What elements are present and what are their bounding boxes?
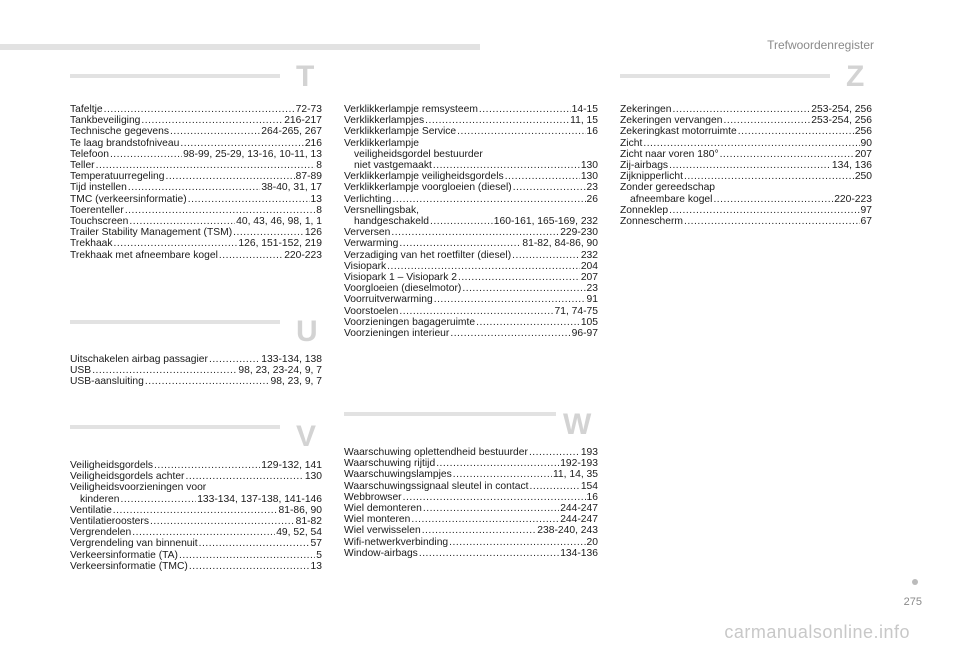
index-entry-pages: 105: [580, 316, 598, 328]
index-entry-term: Zijknipperlicht: [620, 171, 683, 183]
index-entry: [70, 115, 322, 126]
dot-leader: [462, 283, 585, 294]
index-entry-term: Versnellingsbak,: [344, 204, 419, 216]
index-entry-pages: 130: [580, 160, 598, 172]
watermark: carmanualsonline.info: [724, 622, 910, 642]
index-entry-term: Verwarming: [344, 238, 399, 250]
index-entry-term: Trekhaak met afneembare kogel: [70, 249, 218, 261]
index-entry-term: Zij-airbags: [620, 160, 669, 172]
index-entry: [70, 216, 322, 227]
dot-leader: [393, 194, 586, 205]
dot-leader: [476, 317, 580, 328]
index-entry-pages: 81-82: [295, 516, 322, 528]
index-entry: [70, 126, 322, 137]
index-entry-term: veiligheidsgordel bestuurder: [354, 148, 483, 160]
index-entry-term: Verklikkerlampje voorgloeien (diesel): [344, 182, 512, 194]
index-entry-term: Waarschuwing oplettendheid bestuurder: [344, 447, 528, 458]
index-entry-term: Touchscreen: [70, 216, 129, 228]
index-entry: [70, 471, 322, 482]
index-entry-term: USB: [70, 365, 92, 377]
index-entry: [620, 115, 872, 126]
index-entry: [70, 376, 322, 387]
dot-leader: [113, 505, 278, 516]
index-entry: [70, 505, 322, 516]
index-entry-pages: 250: [854, 171, 872, 183]
index-entry-pages: 244-247: [560, 514, 598, 526]
dot-leader: [188, 194, 310, 205]
index-entry-term: Trekhaak: [70, 238, 113, 250]
index-entry-pages: 8: [316, 160, 322, 172]
index-entry-term: Zicht naar voren 180°: [620, 148, 719, 160]
index-entry: [344, 216, 598, 227]
index-entry-term: Voorgloeien (dieselmotor): [344, 283, 462, 295]
index-entry-pages: 91: [586, 294, 598, 306]
dot-leader: [669, 160, 831, 171]
dot-leader: [643, 138, 859, 149]
index-entry-pages: 67: [860, 216, 872, 228]
index-entry-term: Verklikkerlampje veiligheidsgordels: [344, 171, 504, 183]
index-entry-term: Toerenteller: [70, 204, 124, 216]
dot-leader: [179, 550, 315, 561]
index-entry: [620, 126, 872, 137]
index-entry: [344, 272, 598, 283]
index-entry-term: Voorstoelen: [344, 305, 399, 317]
index-entry: [70, 527, 322, 538]
index-entry-term: Wiel demonteren: [344, 503, 422, 515]
section-v-list: [70, 460, 322, 572]
index-entry-term: Visiopark 1 – Visiopark 2: [344, 272, 457, 284]
index-entry-pages: 90: [860, 137, 872, 149]
index-entry-term: Zekeringkast motorruimte: [620, 126, 737, 138]
index-entry-term: Verklikkerlampje: [344, 137, 419, 149]
index-entry-pages: 207: [580, 272, 598, 284]
dot-leader: [110, 149, 182, 160]
index-entry: [344, 115, 598, 126]
section-u-rule: [70, 320, 280, 324]
index-entry-term: handgeschakeld: [354, 216, 429, 228]
dot-leader: [684, 216, 860, 227]
index-entry-term: Verklikkerlampjes: [344, 115, 425, 127]
index-entry-pages: 232: [580, 249, 598, 261]
dot-leader: [104, 104, 295, 115]
index-entry: [344, 548, 598, 559]
section-t-rule: [70, 74, 280, 78]
index-entry: [344, 503, 598, 514]
index-entry: [344, 238, 598, 249]
index-entry-pages: 57: [310, 538, 322, 550]
dot-leader: [387, 261, 580, 272]
index-entry: [70, 171, 322, 182]
index-entry: [344, 182, 598, 193]
index-entry-pages: 216-217: [284, 115, 322, 127]
index-entry-term: Verklikkerlampje remsysteem: [344, 104, 478, 115]
index-entry: [344, 227, 598, 238]
index-entry: [620, 205, 872, 216]
dot-leader: [723, 115, 810, 126]
dot-leader: [128, 182, 260, 193]
dot-leader: [403, 492, 586, 503]
index-entry-pages: 11, 15: [570, 115, 598, 127]
index-entry-term: Tankbeveiliging: [70, 115, 141, 127]
dot-leader: [720, 149, 854, 160]
dot-leader: [450, 328, 570, 339]
index-entry: [344, 481, 598, 492]
index-entry-term: Waarschuwingslampjes: [344, 469, 452, 481]
index-entry-term: Telefoon: [70, 148, 109, 160]
index-entry: [344, 138, 598, 149]
section-letter-z: Z: [846, 60, 865, 93]
index-entry-term: Webbrowser: [344, 491, 402, 503]
index-entry-term: kinderen: [80, 493, 120, 505]
index-entry-term: Zicht: [620, 137, 643, 149]
index-entry: [344, 194, 598, 205]
index-entry: [620, 138, 872, 149]
section-u-list: [70, 354, 322, 388]
index-entry-term: Zonneklep: [620, 204, 669, 216]
index-entry: [70, 482, 322, 493]
index-entry: [70, 561, 322, 572]
index-entry-pages: 130: [304, 471, 322, 483]
index-entry-pages: 126: [304, 227, 322, 239]
index-entry: [70, 194, 322, 205]
dot-leader: [233, 227, 304, 238]
dot-leader: [529, 481, 579, 492]
index-entry: [620, 216, 872, 227]
index-entry-pages: 154: [580, 480, 598, 492]
index-entry-term: Wiel monteren: [344, 514, 411, 526]
index-entry-term: Voorruitverwarming: [344, 294, 433, 306]
index-entry-pages: 23: [586, 182, 598, 194]
index-entry: [344, 126, 598, 137]
index-entry: [70, 365, 322, 376]
index-entry-pages: 71, 74-75: [554, 305, 598, 317]
dot-leader: [391, 227, 559, 238]
dot-leader: [684, 171, 854, 182]
index-entry-term: Vergrendeling van binnenuit: [70, 538, 198, 550]
index-entry: [620, 104, 872, 115]
dot-leader: [422, 525, 537, 536]
dot-leader: [512, 250, 580, 261]
index-entry-pages: 49, 52, 54: [276, 527, 322, 539]
dot-leader: [449, 537, 585, 548]
index-entry-pages: 192-193: [560, 458, 598, 470]
index-entry: [344, 447, 598, 458]
index-entry-pages: 129-132, 141: [261, 460, 322, 471]
index-entry-term: Te laag brandstofniveau: [70, 137, 180, 149]
index-entry: [70, 205, 322, 216]
dot-leader: [125, 205, 315, 216]
dot-leader: [96, 160, 316, 171]
index-entry: [344, 261, 598, 272]
index-entry-pages: 133-134, 137-138, 141-146: [197, 493, 322, 505]
index-entry-term: Zonnescherm: [620, 216, 683, 228]
index-entry-pages: 134-136: [560, 547, 598, 559]
index-entry-term: TMC (verkeersinformatie): [70, 193, 187, 205]
index-entry-pages: 256: [854, 126, 872, 138]
index-entry: [344, 205, 598, 216]
dot-leader: [505, 171, 580, 182]
dot-leader: [479, 104, 571, 115]
section-t-list: [70, 104, 322, 261]
dot-leader: [458, 272, 580, 283]
index-entry: [344, 160, 598, 171]
index-entry-term: Vergrendelen: [70, 527, 132, 539]
index-entry-pages: 126, 151-152, 219: [238, 238, 322, 250]
index-entry: [344, 328, 598, 339]
index-entry: [70, 138, 322, 149]
index-entry: [344, 492, 598, 503]
index-entry-pages: 253-254, 256: [811, 104, 872, 115]
index-entry-pages: 207: [854, 148, 872, 160]
dot-leader: [713, 194, 833, 205]
index-entry: [70, 238, 322, 249]
section-v-continued-list: [344, 104, 598, 339]
index-entry-pages: 98, 23, 9, 7: [270, 376, 322, 388]
index-entry-term: Temperatuurregeling: [70, 171, 165, 183]
index-entry-term: Verklikkerlampje Service: [344, 126, 457, 138]
index-entry: [70, 354, 322, 365]
dot-leader: [114, 238, 238, 249]
index-entry-pages: 216: [304, 137, 322, 149]
index-entry-term: Verzadiging van het roetfilter (diesel): [344, 249, 512, 261]
index-entry-pages: 264-265, 267: [261, 126, 322, 138]
index-entry-term: Voorzieningen interieur: [344, 328, 450, 340]
index-entry-pages: 5: [316, 549, 322, 561]
index-entry-pages: 204: [580, 260, 598, 272]
index-entry-pages: 81-86, 90: [278, 504, 322, 516]
section-z-rule: [620, 74, 830, 78]
index-entry-pages: 23: [586, 283, 598, 295]
dot-leader: [738, 126, 854, 137]
dot-leader: [121, 494, 197, 505]
dot-leader: [165, 171, 294, 182]
index-entry-pages: 253-254, 256: [811, 115, 872, 127]
dot-leader: [434, 294, 586, 305]
index-entry-term: USB-aansluiting: [70, 376, 144, 388]
index-entry: [344, 149, 598, 160]
index-entry-term: Wiel verwisselen: [344, 525, 421, 537]
index-entry-pages: 229-230: [560, 227, 598, 239]
dot-leader: [419, 548, 559, 559]
index-entry-term: niet vastgemaakt: [354, 160, 432, 172]
index-entry-pages: 40, 43, 46, 98, 1, 1: [236, 216, 322, 228]
index-entry-term: Window-airbags: [344, 547, 418, 559]
index-entry-term: Veiligheidsgordels: [70, 460, 154, 471]
index-entry: [344, 283, 598, 294]
index-entry: [70, 494, 322, 505]
index-entry-pages: 16: [586, 126, 598, 138]
index-entry-term: Zonder gereedschap: [620, 182, 716, 194]
index-entry-term: Ventilatie: [70, 504, 112, 516]
dot-leader: [399, 306, 553, 317]
section-w-list: [344, 447, 598, 559]
index-entry-term: Zekeringen vervangen: [620, 115, 723, 127]
index-entry: [70, 149, 322, 160]
index-entry-pages: 160-161, 165-169, 232: [493, 216, 598, 228]
section-letter-w: W: [563, 408, 592, 441]
index-entry: [344, 250, 598, 261]
index-entry-pages: 134, 136: [831, 160, 872, 172]
index-entry-pages: 98-99, 25-29, 13-16, 10-11, 13: [183, 148, 322, 160]
dot-leader: [425, 115, 569, 126]
index-entry-pages: 14-15: [571, 104, 598, 115]
index-entry-pages: 96-97: [571, 328, 598, 340]
dot-leader: [185, 471, 303, 482]
index-entry: [344, 317, 598, 328]
section-v-rule: [70, 425, 280, 429]
index-entry-pages: 16: [586, 491, 598, 503]
index-entry-pages: 130: [580, 171, 598, 183]
index-entry: [70, 104, 322, 115]
index-entry: [70, 516, 322, 527]
dot-leader: [529, 447, 580, 458]
section-z-list: [620, 104, 872, 227]
dot-leader: [436, 458, 559, 469]
index-entry: [620, 149, 872, 160]
section-letter-u: U: [296, 315, 318, 348]
dot-leader: [513, 182, 586, 193]
index-entry-term: Teller: [70, 160, 95, 172]
index-entry-term: afneembare kogel: [630, 193, 713, 205]
dot-leader: [423, 503, 559, 514]
index-entry-pages: 97: [860, 204, 872, 216]
index-entry: [344, 514, 598, 525]
index-entry: [70, 182, 322, 193]
index-entry-term: Waarschuwingssignaal sleutel in contact: [344, 480, 529, 492]
index-entry-term: Tafeltje: [70, 104, 103, 115]
index-entry: [70, 538, 322, 549]
dot-leader: [92, 365, 237, 376]
index-entry-pages: 20: [586, 536, 598, 548]
dot-leader: [433, 160, 580, 171]
index-entry-term: Verversen: [344, 227, 391, 239]
index-entry: [620, 160, 872, 171]
dot-leader: [457, 126, 585, 137]
index-entry-pages: 81-82, 84-86, 90: [522, 238, 598, 250]
page-dot-icon: [912, 579, 918, 585]
index-entry: [70, 460, 322, 471]
dot-leader: [129, 216, 235, 227]
dot-leader: [411, 514, 559, 525]
index-entry: [620, 171, 872, 182]
index-entry-pages: 87-89: [295, 171, 322, 183]
index-entry-pages: 193: [580, 447, 598, 458]
index-entry: [344, 306, 598, 317]
index-entry-term: Veiligheidsvoorzieningen voor: [70, 482, 207, 494]
index-entry-term: Voorzieningen bagageruimte: [344, 316, 476, 328]
index-entry-pages: 220-223: [834, 193, 872, 205]
index-entry: [344, 469, 598, 480]
index-entry-term: Tijd instellen: [70, 182, 127, 194]
index-entry-term: Verkeersinformatie (TMC): [70, 560, 188, 572]
index-entry-pages: 238-240, 243: [537, 525, 598, 537]
section-letter-v: V: [296, 420, 317, 453]
dot-leader: [141, 115, 283, 126]
index-entry-pages: 26: [586, 193, 598, 205]
index-entry-pages: 98, 23, 23-24, 9, 7: [238, 365, 322, 377]
index-entry-pages: 8: [316, 204, 322, 216]
index-entry-term: Veiligheidsgordels achter: [70, 471, 185, 483]
dot-leader: [199, 538, 310, 549]
section-w-rule: [344, 412, 556, 416]
index-entry-term: Ventilatieroosters: [70, 516, 149, 528]
dot-leader: [209, 354, 260, 365]
index-entry: [620, 182, 872, 193]
index-entry-term: Trailer Stability Management (TSM): [70, 227, 233, 239]
index-entry-term: Zekeringen: [620, 104, 672, 115]
page-header-title: Trefwoordenregister: [767, 38, 874, 52]
index-entry-pages: 11, 14, 35: [552, 469, 598, 481]
top-bar: [0, 44, 480, 50]
dot-leader: [453, 469, 552, 480]
index-entry: [344, 525, 598, 536]
index-entry: [70, 550, 322, 561]
index-entry-pages: 72-73: [295, 104, 322, 115]
dot-leader: [189, 561, 310, 572]
dot-leader: [430, 216, 493, 227]
index-entry-term: Technische gegevens: [70, 126, 170, 138]
dot-leader: [180, 138, 303, 149]
index-entry: [344, 171, 598, 182]
index-entry-term: Waarschuwing rijtijd: [344, 458, 436, 470]
index-entry-term: Verkeersinformatie (TA): [70, 549, 178, 561]
index-entry-term: Uitschakelen airbag passagier: [70, 354, 208, 365]
dot-leader: [673, 104, 811, 115]
index-entry-pages: 220-223: [284, 249, 322, 261]
page-number: 275: [903, 596, 922, 608]
dot-leader: [145, 376, 270, 387]
dot-leader: [150, 516, 295, 527]
index-entry-pages: 13: [310, 560, 322, 572]
index-entry-term: Verlichting: [344, 193, 392, 205]
dot-leader: [669, 205, 859, 216]
index-entry: [620, 194, 872, 205]
index-entry: [344, 458, 598, 469]
index-entry: [344, 294, 598, 305]
dot-leader: [170, 126, 260, 137]
index-entry-pages: 13: [310, 193, 322, 205]
index-entry-pages: 133-134, 138: [261, 354, 322, 365]
dot-leader: [132, 527, 275, 538]
dot-leader: [154, 460, 260, 471]
index-entry-term: Visiopark: [344, 260, 387, 272]
dot-leader: [399, 238, 521, 249]
index-entry: [70, 227, 322, 238]
dot-leader: [219, 250, 283, 261]
index-entry: [344, 537, 598, 548]
index-entry-pages: 38-40, 31, 17: [261, 182, 322, 194]
index-entry-pages: 244-247: [560, 503, 598, 515]
index-entry: [344, 104, 598, 115]
index-entry-term: Wifi-netwerkverbinding: [344, 536, 449, 548]
index-entry: [70, 250, 322, 261]
section-letter-t: T: [296, 60, 315, 93]
index-entry: [70, 160, 322, 171]
